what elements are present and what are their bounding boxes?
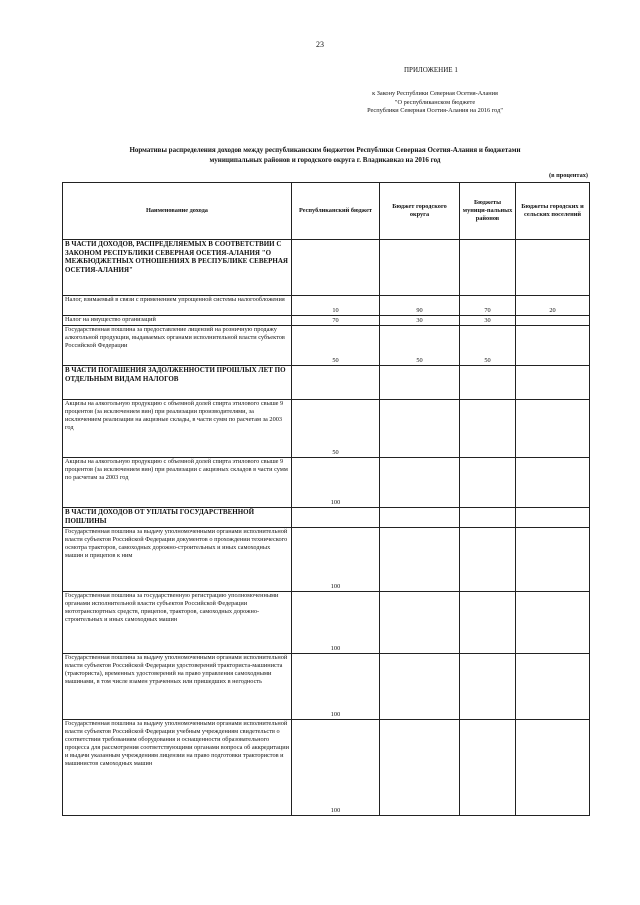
rate-cell (292, 508, 380, 528)
revenue-name-cell: Государственная пошлина за государственную регистрацию уполномоченными органами исполнительной власти субъектов Российской Федерации мототранспортных средств, прицепов, тракторов, самоходных дорожно-строительных и иных самоходных машин (63, 592, 292, 654)
appendix-label: ПРИЛОЖЕНИЕ 1 (404, 66, 458, 74)
header-republican-budget: Республиканский бюджет (292, 183, 380, 240)
rate-cell: 100 (292, 458, 380, 508)
rate-cell (380, 366, 460, 400)
rate-cell: 50 (292, 400, 380, 458)
rate-cell (460, 366, 516, 400)
rate-cell (292, 240, 380, 296)
rate-cell (460, 720, 516, 816)
rate-cell (380, 720, 460, 816)
table-row (63, 528, 590, 592)
revenue-name-cell: Акцизы на алкогольную продукцию с объемной долей спирта этилового свыше 9 процентов (за исключением вин) при реализации с акцизных складов в части сумм по расчетам за 2003 год (63, 458, 292, 508)
table-row (63, 326, 590, 366)
revenue-name-cell: Налог на имущество организаций (63, 316, 292, 326)
rate-cell (516, 720, 590, 816)
rate-cell: 100 (292, 654, 380, 720)
header-settlements-budgets: Бюджеты городских и сельских поселений (516, 183, 590, 240)
title-line: Нормативы распределения доходов между республиканским бюджетом Республики Северная Осетия-Алания и бюджетами (129, 146, 521, 154)
law-line: "О республиканском бюджете (394, 98, 476, 106)
title-line: муниципальных районов и городского округа г. Владикавказ на 2016 год (209, 155, 441, 164)
rate-cell: 50 (292, 326, 380, 366)
rate-cell (516, 240, 590, 296)
rate-cell (516, 654, 590, 720)
table-row (63, 458, 590, 508)
rate-cell (380, 654, 460, 720)
table-row (63, 296, 590, 316)
header-city-district-budget: Бюджет городского округа (380, 183, 460, 240)
unit-note: (в процентах) (549, 172, 588, 179)
revenue-name-cell: В ЧАСТИ ПОГАШЕНИЯ ЗАДОЛЖЕННОСТИ ПРОШЛЫХ ЛЕТ ПО ОТДЕЛЬНЫМ ВИДАМ НАЛОГОВ (63, 366, 292, 400)
revenue-name-cell: Государственная пошлина за выдачу уполномоченными органами исполнительной власти субъектов Российской Федерации документов о прохождении технического осмотра тракторов, самоходных дорожно-строительных и иных самоходных машин и прицепов к ним (63, 528, 292, 592)
rate-cell (516, 366, 590, 400)
law-reference (340, 90, 530, 116)
table-row (63, 400, 590, 458)
table-row (63, 654, 590, 720)
revenue-name-cell: Государственная пошлина за предоставление лицензий на розничную продажу алкогольной продукции, выдаваемых органами исполнительной власти субъектов Российской Федерации (63, 326, 292, 366)
rate-cell: 100 (292, 528, 380, 592)
revenue-name-cell: Налог, взимаемый в связи с применением упрощенной системы налогообложения (63, 296, 292, 316)
rate-cell (380, 592, 460, 654)
law-line: Республики Северная Осетия-Алания на 2016 год" (367, 107, 503, 115)
rate-cell (292, 366, 380, 400)
rate-cell: 20 (516, 296, 590, 316)
document-title (60, 146, 590, 165)
revenue-name-cell: В ЧАСТИ ДОХОДОВ, РАСПРЕДЕЛЯЕМЫХ В СООТВЕТСТВИИ С ЗАКОНОМ РЕСПУБЛИКИ СЕВЕРНАЯ ОСЕТИЯ-АЛАНИЯ "О МЕЖБЮДЖЕТНЫХ ОТНОШЕНИЯХ В РЕСПУБЛИКЕ СЕВЕРНАЯ ОСЕТИЯ-АЛАНИЯ" (63, 240, 292, 296)
rate-cell (380, 400, 460, 458)
law-line: к Закону Республики Северная Осетия-Алания (372, 90, 498, 97)
rate-cell (516, 316, 590, 326)
rate-cell (380, 528, 460, 592)
revenue-name-cell: Государственная пошлина за выдачу уполномоченными органами исполнительной власти субъектов Российской Федерации учебным учреждениям свидетельств о соответствии требованиям оборудования и оснащенности образовательного процесса для рассмотрения соответствующими органами вопроса об аккредитации и выдачи указанным учреждениям лицензии на право подготовки трактористов и машинистов самоходных машин (63, 720, 292, 816)
rate-cell: 50 (380, 326, 460, 366)
revenue-name-cell: В ЧАСТИ ДОХОДОВ ОТ УПЛАТЫ ГОСУДАРСТВЕННОЙ ПОШЛИНЫ (63, 508, 292, 528)
rate-cell: 100 (292, 592, 380, 654)
revenue-name-cell: Акцизы на алкогольную продукцию с объемной долей спирта этилового свыше 9 процентов (за исключением вин) при реализации производителями, за исключением реализации на акцизные склады, в части сумм по расчетам за 2003 год (63, 400, 292, 458)
rate-cell (516, 458, 590, 508)
rate-cell: 10 (292, 296, 380, 316)
rate-cell (516, 592, 590, 654)
rate-cell: 70 (292, 316, 380, 326)
revenue-distribution-table (62, 182, 590, 816)
rate-cell (516, 508, 590, 528)
table-header-row (63, 183, 590, 240)
rate-cell (460, 240, 516, 296)
rate-cell: 90 (380, 296, 460, 316)
rate-cell (460, 458, 516, 508)
rate-cell (460, 508, 516, 528)
header-revenue-name: Наименование дохода (63, 183, 292, 240)
table-section-row (63, 366, 590, 400)
rate-cell: 100 (292, 720, 380, 816)
header-municipal-districts-budgets: Бюджеты муници-пальных районов (460, 183, 516, 240)
rate-cell (460, 400, 516, 458)
rate-cell: 50 (460, 326, 516, 366)
rate-cell: 70 (460, 296, 516, 316)
table-section-row (63, 508, 590, 528)
table-row (63, 720, 590, 816)
table-row (63, 592, 590, 654)
rate-cell: 30 (460, 316, 516, 326)
rate-cell (460, 654, 516, 720)
rate-cell (380, 508, 460, 528)
rate-cell (516, 400, 590, 458)
rate-cell: 30 (380, 316, 460, 326)
rate-cell (516, 326, 590, 366)
table-row (63, 316, 590, 326)
rate-cell (380, 458, 460, 508)
rate-cell (516, 528, 590, 592)
page-number: 23 (316, 40, 324, 49)
rate-cell (460, 528, 516, 592)
rate-cell (460, 592, 516, 654)
table-section-row (63, 240, 590, 296)
rate-cell (380, 240, 460, 296)
revenue-name-cell: Государственная пошлина за выдачу уполномоченными органами исполнительной власти субъектов Российской Федерации удостоверений тракториста-машиниста (тракториста), временных удостоверений на право управления самоходными машинами, в том числе взамен утраченных или пришедших в негодность (63, 654, 292, 720)
